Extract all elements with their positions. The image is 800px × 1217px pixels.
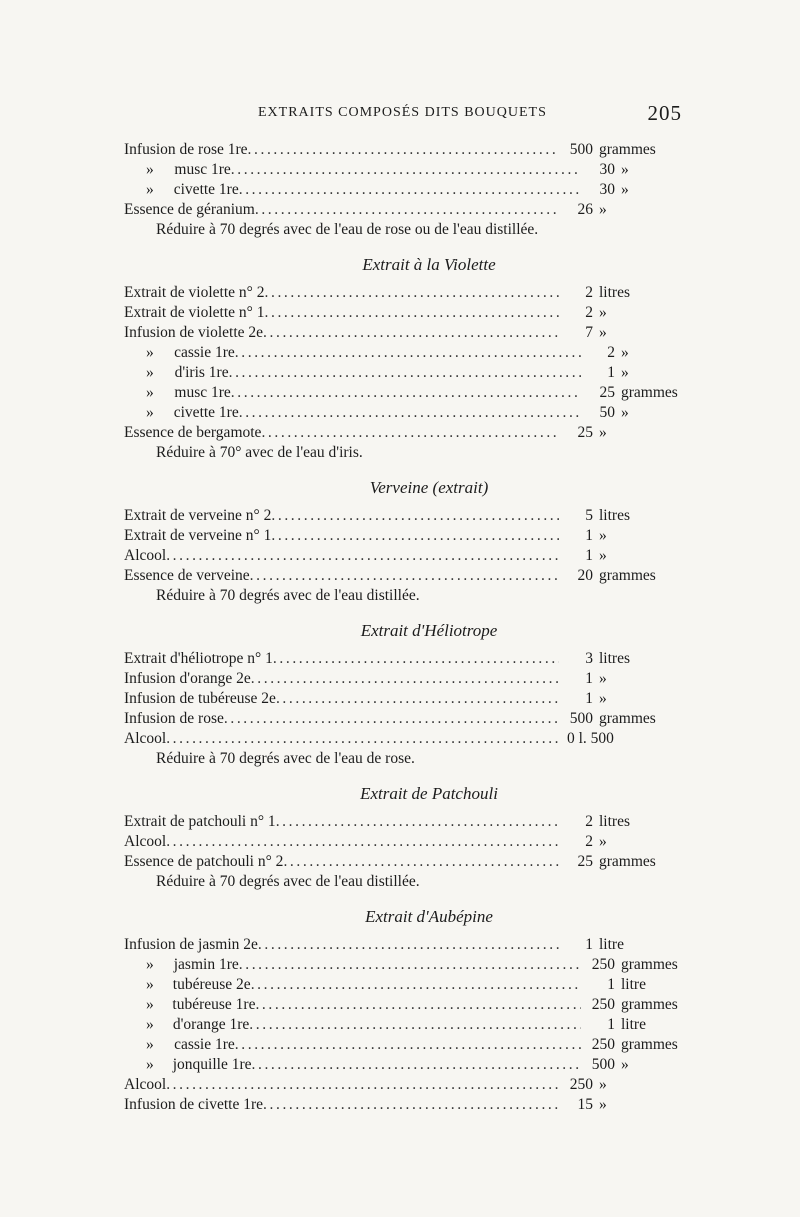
ingredient-label: Extrait de verveine n° 2 bbox=[124, 507, 272, 524]
ingredient-name bbox=[124, 566, 559, 586]
quantity-value: 2 bbox=[585, 813, 593, 830]
quantity-value: 500 bbox=[591, 1056, 615, 1073]
ditto-mark: » bbox=[146, 996, 154, 1013]
recipe-title: Extrait à la Violette bbox=[362, 255, 496, 274]
leader-dots bbox=[258, 935, 559, 955]
ingredient-label: Infusion de civette 1re bbox=[124, 1096, 264, 1113]
ingredient-row bbox=[124, 283, 694, 303]
ingredient-quantity bbox=[581, 1055, 629, 1075]
ingredient-quantity bbox=[559, 506, 630, 526]
recipe-note: Réduire à 70° avec de l'eau d'iris. bbox=[156, 444, 363, 461]
running-title: EXTRAITS COMPOSÉS DITS BOUQUETS bbox=[258, 105, 547, 120]
recipe-title: Extrait d'Héliotrope bbox=[360, 621, 498, 640]
ingredient-row bbox=[124, 1075, 694, 1095]
quantity-value: 1 bbox=[607, 1016, 615, 1033]
quantity-unit: litre bbox=[621, 1016, 646, 1033]
ingredient-name bbox=[124, 812, 559, 832]
recipe-title: Verveine (extrait) bbox=[369, 478, 489, 497]
ingredient-name bbox=[124, 303, 559, 323]
quantity-value: 15 bbox=[577, 1096, 593, 1113]
quantity-value: 1 bbox=[585, 936, 593, 953]
ingredient-quantity bbox=[559, 1095, 607, 1115]
ingredient-label: musc 1re bbox=[174, 161, 231, 178]
ingredient-label: Infusion de rose bbox=[124, 710, 224, 727]
ingredient-label: Infusion de jasmin 2e bbox=[124, 936, 258, 953]
recipe-title: Extrait de Patchouli bbox=[360, 784, 498, 803]
quantity-unit: litre bbox=[599, 936, 624, 953]
ingredient-quantity bbox=[581, 975, 646, 995]
ingredient-row bbox=[124, 955, 694, 975]
ingredient-row bbox=[124, 140, 694, 160]
ingredient-quantity bbox=[559, 303, 607, 323]
quantity-value: 2 bbox=[585, 284, 593, 301]
ingredient-label: tubéreuse 2e bbox=[172, 976, 251, 993]
ingredient-row bbox=[124, 343, 694, 363]
ingredient-quantity bbox=[581, 180, 629, 200]
ingredient-row bbox=[124, 1035, 694, 1055]
ingredient-label: Alcool bbox=[124, 833, 167, 850]
ingredient-label: Infusion de rose 1re bbox=[124, 141, 248, 158]
ingredient-quantity bbox=[581, 955, 678, 975]
ingredient-row bbox=[124, 526, 694, 546]
ingredient-name bbox=[124, 180, 581, 200]
ingredient-name bbox=[124, 689, 559, 709]
quantity-unit: » bbox=[599, 201, 607, 218]
quantity-unit: litres bbox=[599, 813, 630, 830]
ingredient-label: tubéreuse 1re bbox=[172, 996, 256, 1013]
leader-dots bbox=[263, 1095, 559, 1115]
quantity-unit: litres bbox=[599, 507, 630, 524]
ingredient-quantity bbox=[559, 423, 607, 443]
ingredient-label: Alcool bbox=[124, 547, 167, 564]
ditto-mark: » bbox=[146, 364, 154, 381]
recipe-section-heliotrope bbox=[124, 619, 694, 769]
quantity-unit: » bbox=[621, 181, 629, 198]
ingredient-label: Alcool bbox=[124, 730, 167, 747]
recipe-section-aubepine bbox=[124, 905, 694, 1115]
leader-dots bbox=[263, 323, 559, 343]
ditto-mark: » bbox=[146, 344, 154, 361]
ingredient-label: musc 1re bbox=[174, 384, 231, 401]
ingredient-label: civette 1re bbox=[173, 404, 239, 421]
ingredient-row bbox=[124, 546, 694, 566]
quantity-value: 50 bbox=[599, 404, 615, 421]
ingredient-label: Essence de patchouli n° 2 bbox=[124, 853, 284, 870]
ingredient-row bbox=[124, 689, 694, 709]
recipe-content bbox=[124, 140, 694, 1115]
ingredient-name bbox=[124, 363, 581, 383]
ingredient-row bbox=[124, 506, 694, 526]
ingredient-name bbox=[124, 649, 559, 669]
ingredient-row bbox=[124, 995, 694, 1015]
ingredient-row bbox=[124, 729, 694, 749]
ingredient-quantity bbox=[559, 566, 656, 586]
ingredient-label: cassie 1re bbox=[174, 344, 235, 361]
ingredient-quantity bbox=[581, 1015, 646, 1035]
leader-dots bbox=[283, 852, 559, 872]
leader-dots bbox=[166, 1075, 559, 1095]
ingredient-quantity bbox=[581, 995, 678, 1015]
quantity-unit: » bbox=[599, 527, 607, 544]
quantity-unit: » bbox=[621, 344, 629, 361]
ingredient-row bbox=[124, 323, 694, 343]
ingredient-label: Extrait de violette n° 2 bbox=[124, 284, 265, 301]
ditto-mark: » bbox=[146, 161, 154, 178]
ingredient-quantity bbox=[559, 935, 624, 955]
ingredient-label: Extrait de verveine n° 1 bbox=[124, 527, 272, 544]
leader-dots bbox=[166, 546, 559, 566]
ingredient-label: d'iris 1re bbox=[174, 364, 229, 381]
quantity-unit: grammes bbox=[599, 710, 656, 727]
ingredient-name bbox=[124, 403, 581, 423]
quantity-value: 2 bbox=[585, 833, 593, 850]
ingredient-label: jasmin 1re bbox=[173, 956, 239, 973]
ditto-mark: » bbox=[146, 976, 154, 993]
ingredient-row bbox=[124, 423, 694, 443]
ingredient-name bbox=[124, 383, 581, 403]
ingredient-label: civette 1re bbox=[173, 181, 239, 198]
leader-dots bbox=[273, 649, 559, 669]
quantity-value: 30 bbox=[599, 181, 615, 198]
leader-dots bbox=[235, 1035, 581, 1055]
ingredient-label: Essence de bergamote bbox=[124, 424, 262, 441]
ingredient-label: Infusion de violette 2e bbox=[124, 324, 264, 341]
ingredient-row bbox=[124, 935, 694, 955]
quantity-unit: » bbox=[599, 304, 607, 321]
ingredient-row bbox=[124, 812, 694, 832]
ingredient-label: Extrait de violette n° 1 bbox=[124, 304, 265, 321]
ingredient-name bbox=[124, 729, 559, 749]
quantity-value: 1 bbox=[585, 547, 593, 564]
recipe-section-violette bbox=[124, 253, 694, 463]
quantity-value: 7 bbox=[585, 324, 593, 341]
ingredient-quantity bbox=[581, 363, 629, 383]
recipe-section-patchouli bbox=[124, 782, 694, 892]
recipe-note: Réduire à 70 degrés avec de l'eau distillée. bbox=[156, 873, 420, 890]
leader-dots bbox=[249, 1015, 581, 1035]
leader-dots bbox=[248, 140, 559, 160]
leader-dots bbox=[229, 363, 581, 383]
quantity-unit: grammes bbox=[599, 141, 656, 158]
quantity-unit: grammes bbox=[621, 956, 678, 973]
leader-dots bbox=[252, 1055, 582, 1075]
quantity-value: 250 bbox=[591, 996, 615, 1013]
ingredient-name bbox=[124, 975, 581, 995]
quantity-unit: grammes bbox=[621, 1036, 678, 1053]
leader-dots bbox=[271, 526, 559, 546]
ingredient-name bbox=[124, 160, 581, 180]
ingredient-name bbox=[124, 546, 559, 566]
ingredient-row bbox=[124, 383, 694, 403]
ingredient-name bbox=[124, 343, 581, 363]
ingredient-label: Essence de verveine bbox=[124, 567, 250, 584]
quantity-value: 1 bbox=[585, 670, 593, 687]
quantity-unit: grammes bbox=[621, 384, 678, 401]
ditto-mark: » bbox=[146, 404, 154, 421]
leader-dots bbox=[166, 729, 559, 749]
ingredient-quantity bbox=[559, 689, 607, 709]
quantity-value: 1 bbox=[607, 364, 615, 381]
leader-dots bbox=[239, 955, 581, 975]
ingredient-quantity bbox=[559, 546, 607, 566]
leader-dots bbox=[276, 689, 559, 709]
ingredient-quantity bbox=[559, 709, 656, 729]
ingredient-row bbox=[124, 303, 694, 323]
leader-dots bbox=[250, 566, 559, 586]
ingredient-quantity bbox=[581, 383, 678, 403]
ingredient-quantity bbox=[559, 140, 656, 160]
recipe-note: Réduire à 70 degrés avec de l'eau de rose ou de l'eau distillée. bbox=[156, 221, 539, 238]
ingredient-name bbox=[124, 323, 559, 343]
leader-dots bbox=[271, 506, 559, 526]
quantity-unit: » bbox=[599, 670, 607, 687]
ditto-mark: » bbox=[146, 181, 154, 198]
ingredient-name bbox=[124, 995, 581, 1015]
quantity-unit: » bbox=[599, 690, 607, 707]
quantity-value: 25 bbox=[599, 384, 615, 401]
recipe-title: Extrait d'Aubépine bbox=[365, 907, 493, 926]
quantity-unit: » bbox=[621, 404, 629, 421]
ingredient-label: Extrait de patchouli n° 1 bbox=[124, 813, 276, 830]
ingredient-row bbox=[124, 1095, 694, 1115]
ingredient-name bbox=[124, 935, 559, 955]
ingredient-quantity bbox=[581, 160, 629, 180]
recipe-note: Réduire à 70 degrés avec de l'eau distillée. bbox=[156, 587, 420, 604]
leader-dots bbox=[239, 403, 581, 423]
quantity-value: 250 bbox=[591, 1036, 615, 1053]
ingredient-row bbox=[124, 832, 694, 852]
leader-dots bbox=[166, 832, 559, 852]
ingredient-quantity bbox=[559, 200, 607, 220]
ingredient-quantity bbox=[559, 323, 607, 343]
quantity-unit: » bbox=[599, 1096, 607, 1113]
quantity-value: 3 bbox=[585, 650, 593, 667]
ingredient-row bbox=[124, 1015, 694, 1035]
quantity-unit: » bbox=[621, 364, 629, 381]
quantity-unit: » bbox=[599, 547, 607, 564]
quantity-unit: » bbox=[621, 161, 629, 178]
ingredient-label: Extrait d'héliotrope n° 1 bbox=[124, 650, 273, 667]
page-number: 205 bbox=[647, 101, 682, 125]
ditto-mark: » bbox=[146, 384, 154, 401]
quantity-value: 2 bbox=[585, 304, 593, 321]
ingredient-name bbox=[124, 200, 559, 220]
ingredient-label: cassie 1re bbox=[174, 1036, 235, 1053]
leader-dots bbox=[265, 303, 560, 323]
ingredient-quantity bbox=[559, 649, 630, 669]
ingredient-row bbox=[124, 160, 694, 180]
leader-dots bbox=[261, 423, 559, 443]
quantity-unit: litres bbox=[599, 284, 630, 301]
ingredient-quantity bbox=[559, 812, 630, 832]
ditto-mark: » bbox=[146, 1036, 154, 1053]
ingredient-name bbox=[124, 709, 559, 729]
ingredient-quantity bbox=[559, 669, 607, 689]
leader-dots bbox=[251, 975, 581, 995]
ingredient-quantity bbox=[581, 343, 629, 363]
ingredient-name bbox=[124, 1075, 559, 1095]
leader-dots bbox=[255, 995, 581, 1015]
recipe-section-verveine bbox=[124, 476, 694, 606]
ingredient-row bbox=[124, 180, 694, 200]
ingredient-name bbox=[124, 1035, 581, 1055]
quantity-value: 1 bbox=[607, 976, 615, 993]
leader-dots bbox=[255, 200, 559, 220]
quantity-unit bbox=[614, 730, 620, 747]
ingredient-row bbox=[124, 566, 694, 586]
ingredient-name bbox=[124, 955, 581, 975]
quantity-unit: » bbox=[599, 833, 607, 850]
ingredient-row bbox=[124, 363, 694, 383]
quantity-value: 30 bbox=[599, 161, 615, 178]
leader-dots bbox=[235, 343, 581, 363]
ingredient-label: Alcool bbox=[124, 1076, 167, 1093]
leader-dots bbox=[265, 283, 560, 303]
ingredient-name bbox=[124, 283, 559, 303]
ingredient-name bbox=[124, 140, 559, 160]
quantity-value: 2 bbox=[607, 344, 615, 361]
ingredient-row bbox=[124, 1055, 694, 1075]
ingredient-label: d'orange 1re bbox=[172, 1016, 250, 1033]
quantity-value: 26 bbox=[577, 201, 593, 218]
quantity-value: 500 bbox=[569, 141, 593, 158]
quantity-value: 250 bbox=[569, 1076, 593, 1093]
quantity-unit: grammes bbox=[599, 567, 656, 584]
ingredient-quantity bbox=[559, 526, 607, 546]
ingredient-name bbox=[124, 669, 559, 689]
quantity-value: 0 l. 500 bbox=[567, 730, 614, 747]
ingredient-quantity bbox=[559, 852, 656, 872]
quantity-value: 5 bbox=[585, 507, 593, 524]
quantity-unit: litre bbox=[621, 976, 646, 993]
ingredient-quantity bbox=[559, 1075, 607, 1095]
quantity-unit: » bbox=[599, 1076, 607, 1093]
ingredient-name bbox=[124, 1095, 559, 1115]
ingredient-row bbox=[124, 852, 694, 872]
ingredient-name bbox=[124, 526, 559, 546]
quantity-value: 1 bbox=[585, 690, 593, 707]
ingredient-label: jonquille 1re bbox=[172, 1056, 252, 1073]
quantity-unit: grammes bbox=[599, 853, 656, 870]
ingredient-quantity bbox=[559, 832, 607, 852]
quantity-unit: grammes bbox=[621, 996, 678, 1013]
ditto-mark: » bbox=[146, 1056, 154, 1073]
leader-dots bbox=[239, 180, 581, 200]
recipe-section-intro bbox=[124, 140, 694, 240]
quantity-value: 20 bbox=[577, 567, 593, 584]
quantity-unit: » bbox=[599, 324, 607, 341]
ingredient-row bbox=[124, 975, 694, 995]
ingredient-name bbox=[124, 423, 559, 443]
ingredient-name bbox=[124, 832, 559, 852]
ingredient-row bbox=[124, 403, 694, 423]
quantity-value: 250 bbox=[591, 956, 615, 973]
leader-dots bbox=[276, 812, 559, 832]
ingredient-label: Infusion d'orange 2e bbox=[124, 670, 251, 687]
ingredient-quantity bbox=[559, 283, 630, 303]
recipe-note: Réduire à 70 degrés avec de l'eau de rose. bbox=[156, 750, 415, 767]
ingredient-name bbox=[124, 506, 559, 526]
page-header bbox=[258, 101, 682, 129]
quantity-unit: » bbox=[599, 424, 607, 441]
leader-dots bbox=[224, 709, 559, 729]
quantity-value: 1 bbox=[585, 527, 593, 544]
ingredient-label: Infusion de tubéreuse 2e bbox=[124, 690, 276, 707]
ingredient-name bbox=[124, 1015, 581, 1035]
ingredient-name bbox=[124, 852, 559, 872]
ingredient-quantity bbox=[581, 1035, 678, 1055]
quantity-value: 25 bbox=[577, 853, 593, 870]
ingredient-row bbox=[124, 200, 694, 220]
leader-dots bbox=[251, 669, 559, 689]
quantity-value: 500 bbox=[569, 710, 593, 727]
ingredient-row bbox=[124, 649, 694, 669]
leader-dots bbox=[231, 160, 581, 180]
ditto-mark: » bbox=[146, 956, 154, 973]
leader-dots bbox=[231, 383, 581, 403]
ingredient-label: Essence de géranium bbox=[124, 201, 255, 218]
ingredient-quantity bbox=[581, 403, 629, 423]
ingredient-quantity bbox=[559, 729, 620, 749]
ingredient-name bbox=[124, 1055, 581, 1075]
quantity-unit: litres bbox=[599, 650, 630, 667]
ingredient-row bbox=[124, 669, 694, 689]
quantity-unit: » bbox=[621, 1056, 629, 1073]
ditto-mark: » bbox=[146, 1016, 154, 1033]
quantity-value: 25 bbox=[577, 424, 593, 441]
ingredient-row bbox=[124, 709, 694, 729]
